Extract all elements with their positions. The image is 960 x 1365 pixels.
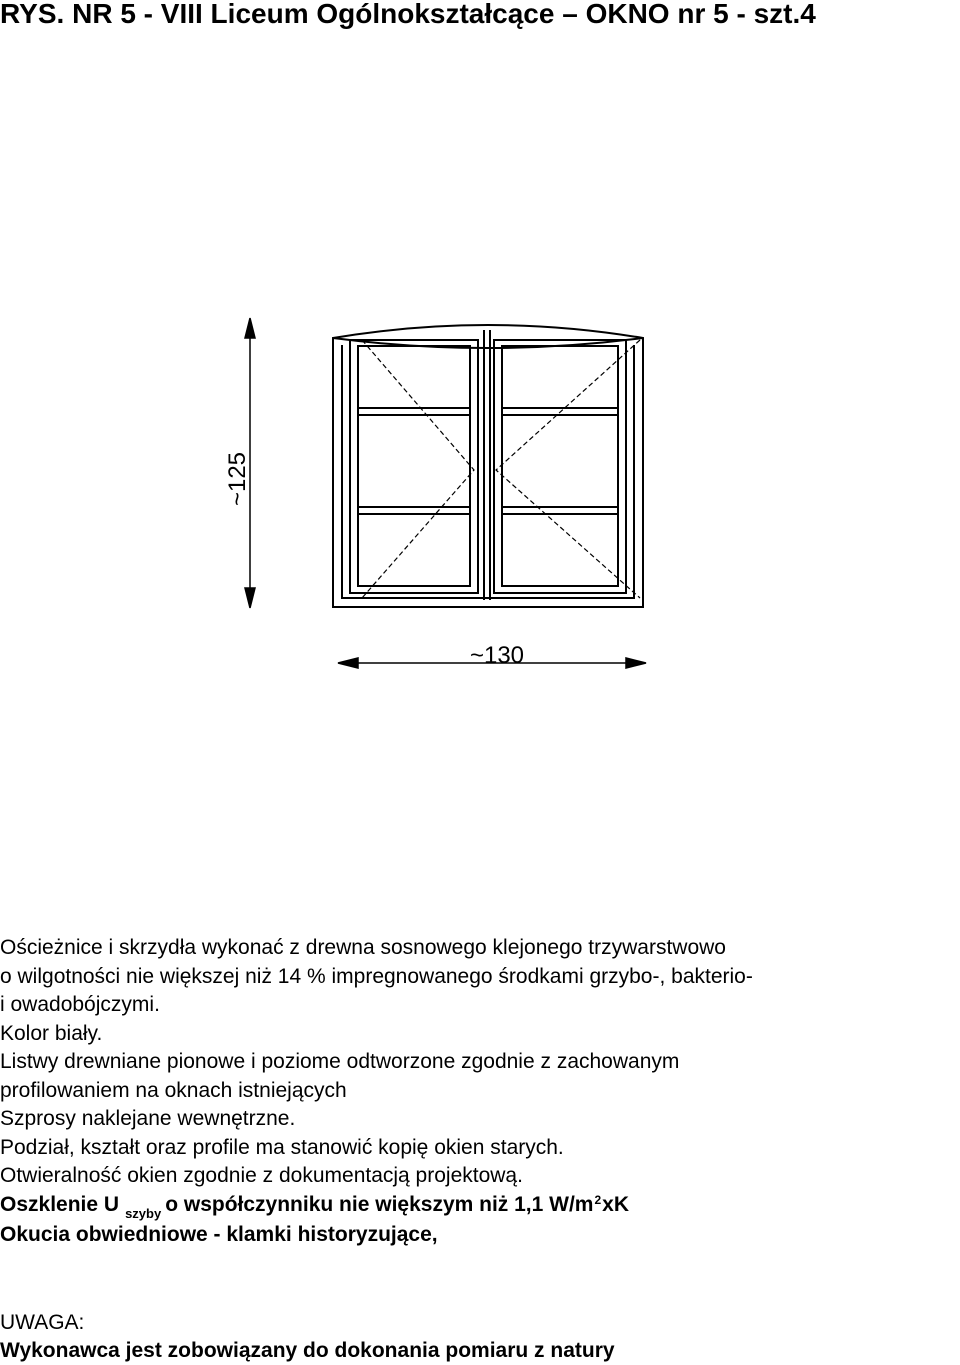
window-frame xyxy=(333,325,643,607)
spec-line-4: Kolor biały. xyxy=(0,1021,103,1045)
spec-line-6: profilowaniem na oknach istniejących xyxy=(0,1078,347,1102)
glazing-superscript: 2 xyxy=(594,1192,602,1207)
spec-line-3: i owadobójczymi. xyxy=(0,993,160,1016)
specification-text xyxy=(0,934,958,1250)
spec-line-7: Szprosy naklejane wewnętrzne. xyxy=(0,1107,296,1130)
spec-line-5: Listwy drewniane pionowe i poziome odtworzone zgodnie z zachowanym xyxy=(0,1050,680,1073)
spec-line-2: o wilgotności nie większej niż 14 % impregnowanego środkami grzybo-, bakterio- xyxy=(0,964,753,988)
glazing-middle: o współczynniku nie większym niż 1,1 W/m xyxy=(165,1192,594,1216)
spec-line-1: Ościeżnice i skrzydła wykonać z drewna sosnowego klejonego trzywarstwowo xyxy=(0,936,726,959)
glazing-suffix: xK xyxy=(602,1192,630,1216)
glazing-bars xyxy=(358,408,618,514)
note-heading: UWAGA: xyxy=(0,1311,85,1334)
height-dimension-label: ~125 xyxy=(224,451,251,507)
note-block xyxy=(0,1309,615,1365)
width-dimension-label: ~130 xyxy=(469,642,525,669)
note-text: Wykonawca jest zobowiązany do dokonania pomiaru z natury xyxy=(0,1339,615,1362)
spec-line-9: Otwieralność okien zgodnie z dokumentacją projektową. xyxy=(0,1164,523,1187)
page-title: RYS. NR 5 - VIII Liceum Ogólnokształcące – OKNO nr 5 - szt.4 xyxy=(0,0,816,29)
spec-line-11: Okucia obwiedniowe - klamki historyzujące, xyxy=(0,1223,438,1246)
glazing-prefix: Oszklenie U xyxy=(0,1192,120,1216)
spec-glazing-line xyxy=(0,1191,958,1222)
glazing-subscript: szyby xyxy=(125,1205,162,1221)
window-drawing xyxy=(0,300,960,700)
window-sashes xyxy=(350,330,626,600)
spec-line-8: Podział, kształt oraz profile ma stanowić kopię okien starych. xyxy=(0,1135,564,1159)
